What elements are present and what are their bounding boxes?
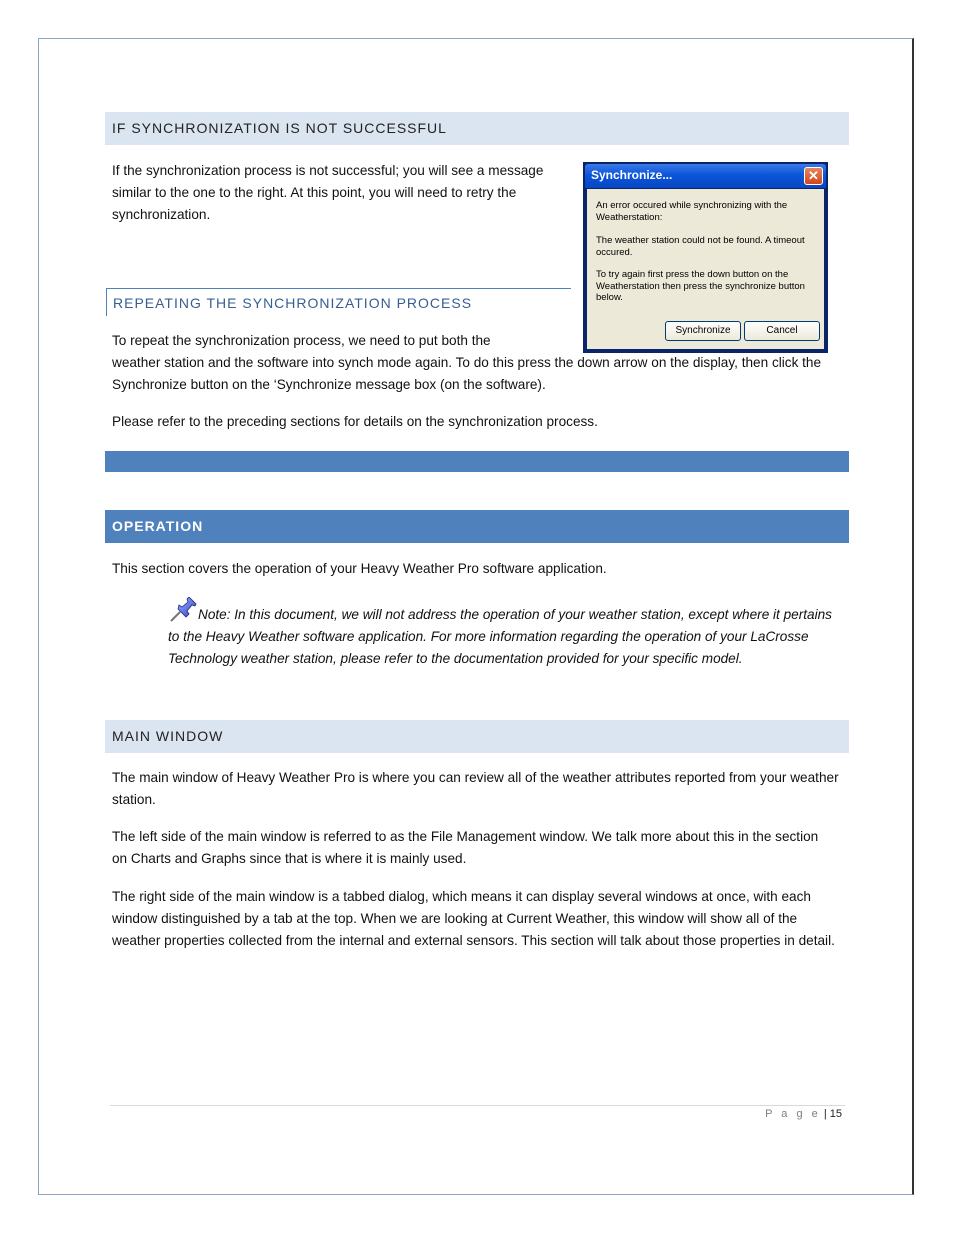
heading-operation: OPERATION bbox=[105, 510, 849, 543]
synchronize-dialog bbox=[583, 162, 828, 353]
heading-main-window: MAIN WINDOW bbox=[105, 720, 849, 753]
dialog-title: Synchronize... bbox=[591, 168, 673, 182]
dialog-titlebar bbox=[585, 164, 826, 188]
paragraph-not-successful: If the synchronization process is not successful; you will see a message similar to the one to the right. At this point, you will need to retry the synchronization. bbox=[112, 163, 544, 222]
section-divider-bar bbox=[105, 451, 849, 472]
pushpin-icon bbox=[168, 597, 198, 623]
synchronize-button[interactable]: Synchronize bbox=[665, 321, 741, 341]
paragraph-repeating-line1: To repeat the synchronization process, we need to put both the bbox=[112, 333, 491, 348]
paragraph-main-window-3: The right side of the main window is a tabbed dialog, which means it can display several windows at once, with each window distinguished by a tab at the top. When we are looking at Current Weather, this window will show all of the weather properties collected from the internal and external sensors. This section will talk about those properties in detail. bbox=[112, 889, 835, 948]
page-footer bbox=[765, 1108, 842, 1120]
paragraph-main-window-1: The main window of Heavy Weather Pro is where you can review all of the weather attributes reported from your weather station. bbox=[112, 770, 839, 807]
dialog-message-error: An error occured while synchronizing with the Weatherstation: bbox=[596, 200, 788, 223]
dialog-body bbox=[587, 189, 824, 349]
paragraph-operation: This section covers the operation of your Heavy Weather Pro software application. bbox=[112, 561, 607, 576]
heading-repeating-sync: REPEATING THE SYNCHRONIZATION PROCESS bbox=[106, 288, 571, 316]
paragraph-main-window-2: The left side of the main window is referred to as the File Management window. We talk more about this in the section on Charts and Graphs since that is where it is mainly used. bbox=[112, 829, 819, 866]
footer-page-word: P a g e bbox=[765, 1108, 821, 1120]
footer-rule bbox=[110, 1105, 845, 1106]
close-icon[interactable]: ✕ bbox=[804, 167, 823, 185]
note-text: Note: In this document, we will not address the operation of your weather station, except where it pertains to the Heavy Weather software application. For more information regarding the operation of your LaCrosse Technology weather station, please refer to the documentation provided for your specific model. bbox=[168, 607, 832, 666]
footer-page-number: 15 bbox=[829, 1108, 842, 1120]
cancel-button[interactable]: Cancel bbox=[744, 321, 820, 341]
footer-separator: | bbox=[823, 1108, 827, 1120]
dialog-message-instructions: To try again first press the down button on the Weatherstation then press the synchronize button below. bbox=[596, 269, 805, 303]
heading-if-not-successful: IF SYNCHRONIZATION IS NOT SUCCESSFUL bbox=[105, 112, 849, 145]
dialog-message-timeout: The weather station could not be found. A timeout occured. bbox=[596, 235, 805, 258]
note-block bbox=[168, 597, 833, 670]
paragraph-refer-preceding: Please refer to the preceding sections for details on the synchronization process. bbox=[112, 414, 598, 429]
paragraph-repeating-rest: weather station and the software into synch mode again. To do this press the down arrow on the display, then click the Synchronize button on the ‘Synchronize message box (on the software). bbox=[112, 355, 822, 392]
